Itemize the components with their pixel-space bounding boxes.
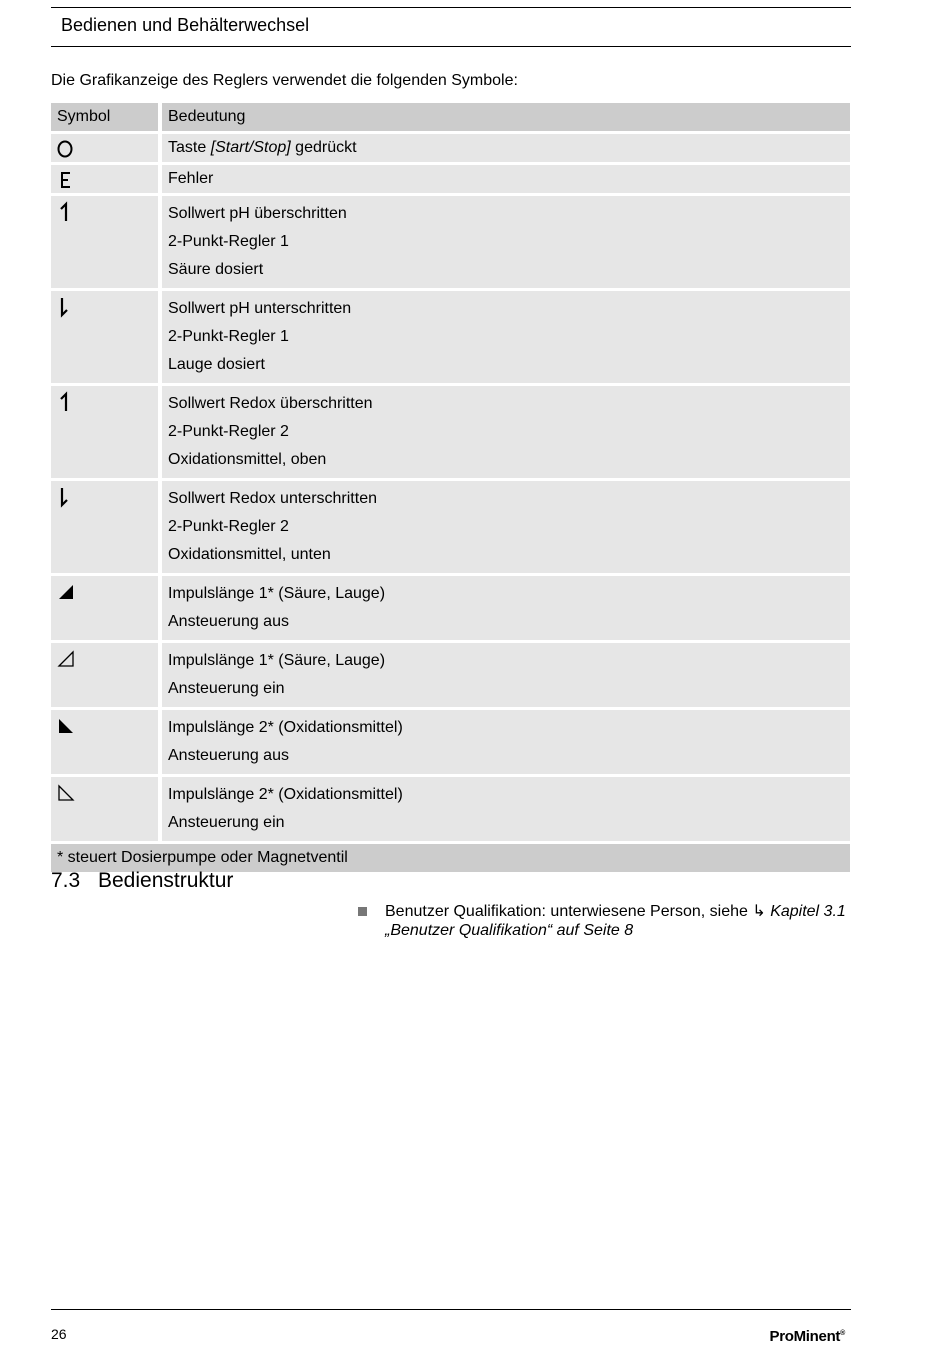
table-header-row	[51, 103, 850, 134]
table-row: Sollwert pH überschritten 2-Punkt-Regler 1 Säure dosiert	[51, 196, 850, 291]
section-heading	[51, 869, 233, 893]
intro-text: Die Grafikanzeige des Reglers verwendet die folgenden Symbole:	[51, 72, 518, 89]
filled-triangle-left-icon	[57, 715, 75, 735]
footer-rule	[51, 1309, 851, 1310]
arrow-down-icon	[57, 296, 75, 318]
symbol-table	[51, 103, 850, 872]
bullet-square-icon	[358, 907, 367, 916]
table-row: Impulslänge 2* (Oxidationsmittel) Ansteuerung ein	[51, 777, 850, 844]
table-footnote: * steuert Dosierpumpe oder Magnetventil	[51, 844, 850, 872]
start-stop-circle-icon	[57, 139, 75, 159]
column-header-meaning: Bedeutung	[162, 103, 850, 131]
table-row: Sollwert pH unterschritten 2-Punkt-Regler 1 Lauge dosiert	[51, 291, 850, 386]
qualification-bullet: Benutzer Qualifikation: unterwiesene Person, siehe ↳ Kapitel 3.1 „Benutzer Qualifikation“ auf Seite 8	[358, 902, 848, 940]
cross-reference-icon: ↳	[752, 903, 766, 920]
section-number: 7.3	[51, 869, 81, 892]
key-name: [Start/Stop]	[210, 139, 291, 156]
filled-triangle-right-icon	[57, 581, 75, 601]
arrow-up-icon	[57, 201, 75, 223]
section-title: Bedienstruktur	[98, 869, 234, 892]
outline-triangle-left-icon	[57, 782, 75, 802]
arrow-down-icon	[57, 486, 75, 508]
error-epsilon-icon	[57, 170, 75, 190]
table-row: Fehler	[51, 165, 850, 196]
bullet-label: Benutzer Qualifikation:	[385, 903, 546, 920]
page-number: 26	[51, 1326, 67, 1342]
table-row: Impulslänge 2* (Oxidationsmittel) Ansteuerung aus	[51, 710, 850, 777]
table-row: Sollwert Redox überschritten 2-Punkt-Regler 2 Oxidationsmittel, oben	[51, 386, 850, 481]
table-row: Impulslänge 1* (Säure, Lauge) Ansteuerung aus	[51, 576, 850, 643]
table-row: Taste [Start/Stop] gedrückt	[51, 134, 850, 165]
outline-triangle-right-icon	[57, 648, 75, 668]
table-row: Impulslänge 1* (Säure, Lauge) Ansteuerung ein	[51, 643, 850, 710]
header-rule	[51, 46, 851, 47]
brand-logo: ProMinent®	[769, 1328, 845, 1345]
running-header: Bedienen und Behälterwechsel	[61, 15, 310, 35]
header-rule	[51, 7, 851, 8]
column-header-symbol: Symbol	[51, 103, 158, 131]
arrow-up-icon	[57, 391, 75, 413]
table-row: Sollwert Redox unterschritten 2-Punkt-Regler 2 Oxidationsmittel, unten	[51, 481, 850, 576]
cross-reference-link[interactable]: Kapitel 3.1 „Benutzer Qualifikation“ auf Seite 8	[385, 903, 846, 939]
